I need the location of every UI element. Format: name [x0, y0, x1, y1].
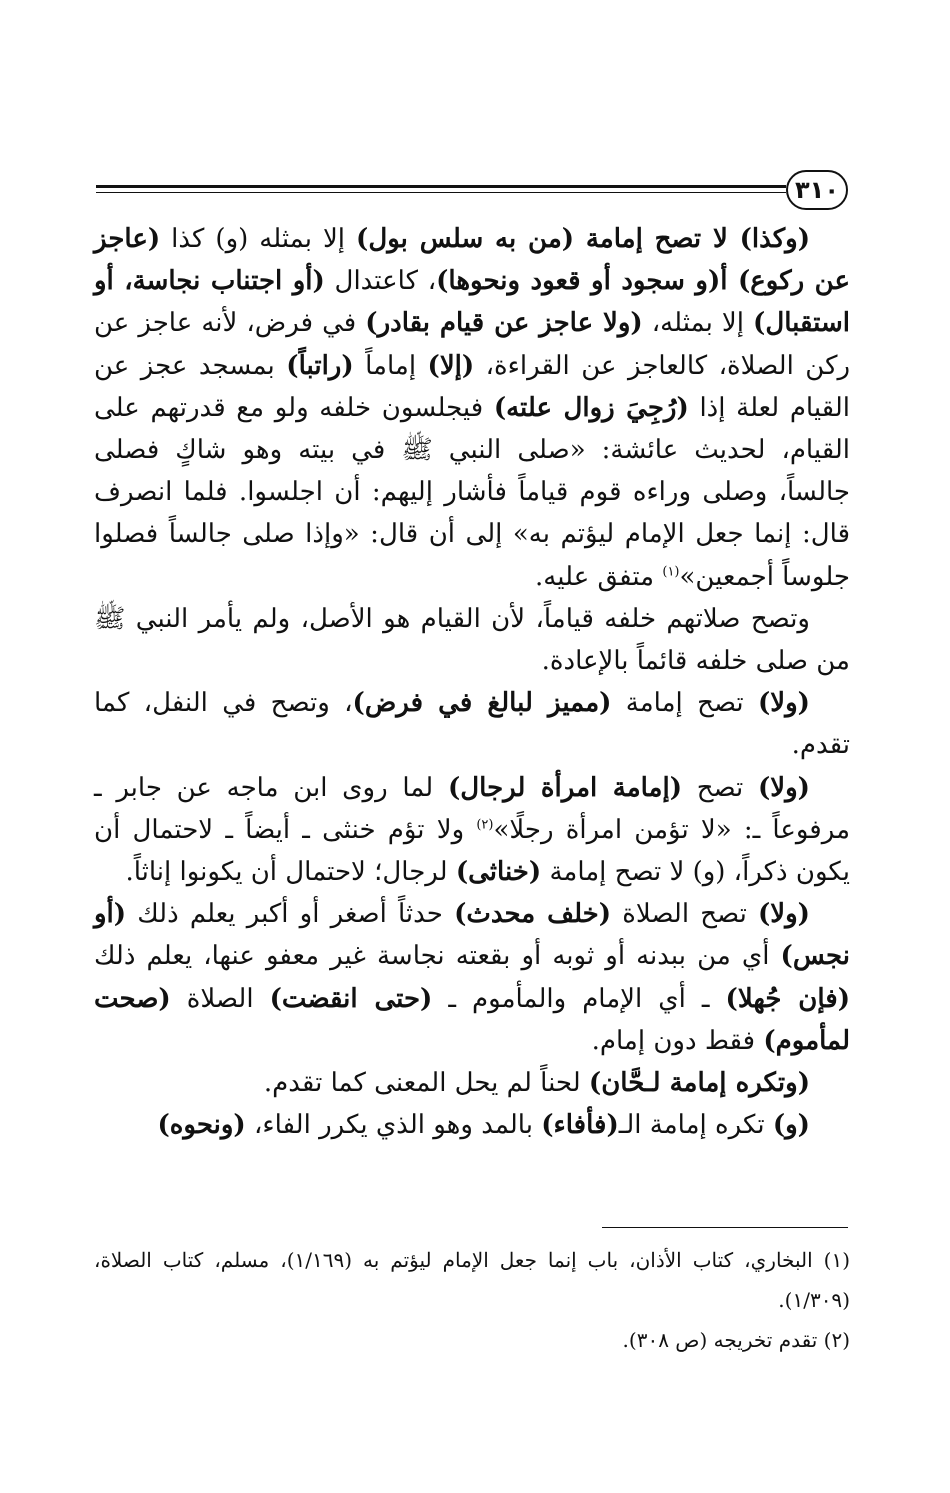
- bold-phrase: (صحت لمأموم): [94, 983, 850, 1056]
- bold-phrase: (أو نجس): [94, 899, 850, 972]
- footnote-1: (١) البخاري، كتاب الأذان، باب إنما جعل الإمام ليؤتم به (١/١٦٩)، مسلم، كتاب الصلاة، (١/٣٠٩).: [94, 1248, 850, 1312]
- text-run: في فرض، لأنه عاجز عن ركن الصلاة، كالعاجز عن القراءة،: [94, 308, 851, 381]
- header-rule-thin: [96, 192, 786, 193]
- text-run: إلا بمثله (و) كذا: [160, 224, 357, 254]
- bold-phrase: (وتكره إمامة لـحَّان): [588, 1068, 810, 1099]
- bold-phrase: (خلف محدث): [454, 899, 612, 930]
- bold-phrase: (رُجِيَ زوال علته): [493, 392, 689, 423]
- text-run: ، وتصح في النفل، كما تقدم.: [94, 688, 850, 761]
- bold-phrase: (و): [772, 1110, 810, 1141]
- paragraph-5: [94, 893, 850, 1062]
- text-run: متفق عليه.: [535, 561, 663, 592]
- main-text: [94, 218, 850, 1146]
- paragraph-4: [94, 767, 850, 894]
- paragraph-2: وتصح صلاتهم خلفه قياماً، لأن القيام هو الأصل، ولم يأمر النبي ﷺ من صلى خلفه قائماً بالإعادة.: [94, 603, 850, 677]
- bold-phrase: (ولا عاجز عن قيام بقادر): [365, 308, 643, 339]
- bold-phrase: (أو اجتناب نجاسة، أو استقبال): [94, 266, 850, 339]
- bold-phrase: (ونحوه): [157, 1110, 246, 1141]
- footnotes: [94, 1240, 850, 1360]
- text-run: ، كاعتدال: [324, 266, 437, 297]
- bold-phrase: (ولا): [758, 772, 810, 803]
- bold-phrase: (حتى انقضت): [269, 983, 433, 1014]
- bold-phrase: (وكذا) لا تصح إمامة (من به سلس بول): [356, 224, 810, 254]
- text-run: لرجال؛ لاحتمال أن يكونوا إناثاً.: [125, 857, 456, 888]
- footnote-ref-1[interactable]: (١): [662, 563, 680, 579]
- footnote-2: (٢) تقدم تخريجه (ص ٣٠٨).: [622, 1328, 850, 1352]
- footnote-ref-2[interactable]: (٢): [476, 817, 494, 833]
- paragraph-6: [94, 1062, 850, 1104]
- paragraph-3: [94, 682, 850, 766]
- bold-phrase: (فإن جُهلا): [725, 983, 850, 1014]
- text-run: تصح الصلاة: [611, 899, 758, 930]
- text-run: فيجلسون خلفه ولو مع قدرتهم على القيام، لحديث عائشة: «صلى النبي ﷺ في بيته وهو شاكٍ فصلى جالساً، وصلى وراءه قوم قياماً فأشار إليهم: أن اجلسوا. فلما انصرف قال: إنما جعل الإمام ليؤتم به» إلى أن قال: «وإذا صلى جالساً فصلوا جلوساً أجمعين»: [94, 392, 850, 592]
- bold-phrase: (ولا): [757, 899, 810, 930]
- bold-phrase: (خناثى): [455, 857, 542, 888]
- bold-phrase: (راتباً): [286, 350, 354, 381]
- text-run: فقط دون إمام.: [591, 1025, 764, 1056]
- page-number: ٣١٠: [786, 170, 848, 210]
- bold-phrase: (عاجز عن ركوع) أ(و سجود أو قعود ونحوها): [94, 224, 850, 297]
- text-run: لحناً لم يحل المعنى كما تقدم.: [263, 1068, 589, 1099]
- text-run: أي من ببدنه أو ثوبه أو بقعته نجاسة غير معفو عنها، يعلم ذلك: [94, 941, 781, 972]
- bold-phrase: (إلا): [427, 350, 475, 381]
- paragraph-1: [94, 218, 850, 598]
- bold-phrase: (مميز لبالغ في فرض): [352, 688, 612, 719]
- bold-phrase: (فأفاء): [541, 1110, 619, 1141]
- footnote-separator: [602, 1227, 848, 1228]
- page-header: [96, 168, 848, 212]
- text-run: لما روى ابن ماجه عن جابر ـ مرفوعاً ـ: «لا تؤمن امرأة رجلًا»: [94, 772, 850, 845]
- text-run: إماماً: [353, 350, 428, 381]
- text-run: تكره إمامة الـ: [618, 1110, 773, 1141]
- text-run: ـ أي الإمام والمأموم ـ: [432, 983, 726, 1014]
- text-run: حدثاً أصغر أو أكبر يعلم ذلك: [126, 899, 455, 930]
- text-run: الصلاة: [170, 983, 270, 1014]
- header-rule: [96, 185, 786, 188]
- text-run: إلا بمثله،: [642, 308, 754, 339]
- text-run: بمسجد عجز عن القيام لعلة إذا: [94, 350, 850, 423]
- bold-phrase: (ولا): [758, 688, 810, 719]
- paragraph-7: [94, 1104, 850, 1146]
- text-run: تصح: [682, 772, 758, 803]
- bold-phrase: (إمامة امرأة لرجال): [447, 772, 682, 803]
- text-run: تصح إمامة: [611, 688, 758, 719]
- text-run: بالمد وهو الذي يكرر الفاء،: [245, 1110, 542, 1141]
- text-run: ولا تؤم خنثى ـ أيضاً ـ لاحتمال أن يكون ذكراً، (و) لا تصح إمامة: [94, 814, 850, 888]
